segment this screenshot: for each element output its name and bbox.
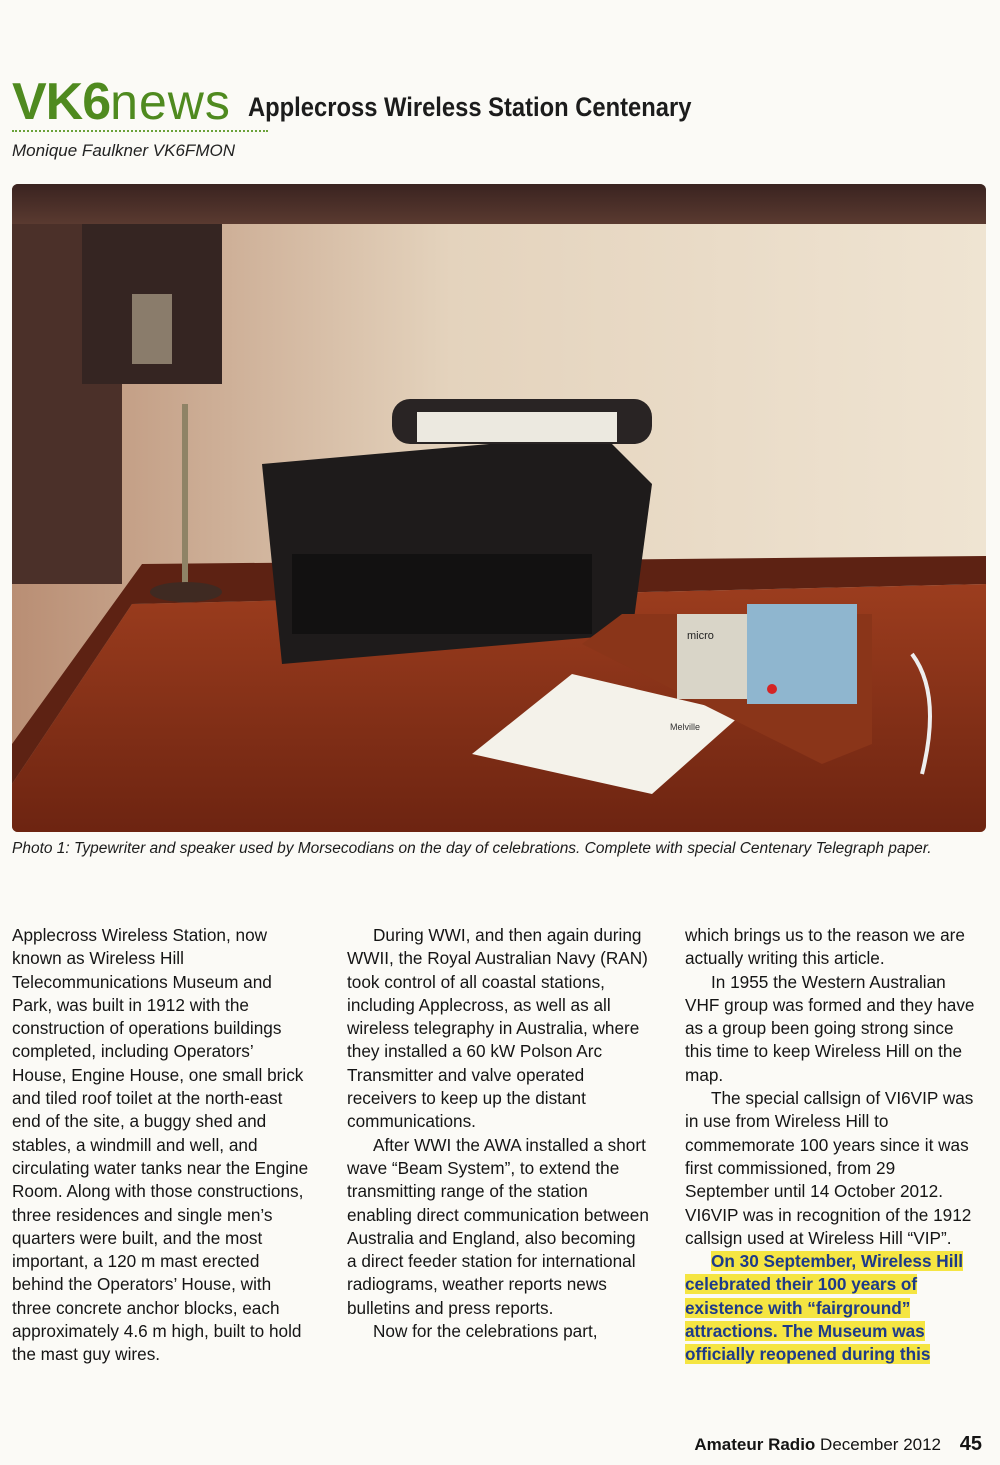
paper-stack-label: Melville [670, 722, 701, 732]
device-label: micro [687, 630, 714, 642]
article-paragraph: After WWI the AWA installed a short wave “Beam System”, to extend the transmitting range of the station enabling direct communication between Australia and England, also becoming a direct feeder station for international radiograms, weather reports news bulletins and press reports. [347, 1134, 649, 1318]
article-paragraph: The special callsign of VI6VIP was in use from Wireless Hill to commemorate 100 years since it was first commissioned, from 29 September until 14 October 2012. VI6VIP was in recognition of the 1912 callsign used at Wireless Hill “VIP”. [685, 1088, 974, 1248]
article-column-2 [347, 924, 649, 1343]
article-paragraph: During WWI, and then again during WWII, the Royal Australian Navy (RAN) took control of all coastal stations, including Applecross, as well as all wireless telegraphy in Australia, where they installed a 60 kW Polson Arc Transmitter and valve operated receivers to keep up the distant communications. [347, 925, 648, 1132]
page-number: 45 [959, 1433, 982, 1455]
article-paragraph: Now for the celebrations part, [373, 1321, 598, 1342]
article-paragraph: In 1955 the Western Australian VHF group was formed and they have as a group been going strong since this time to keep Wireless Hill on the map. [685, 971, 975, 1085]
author-byline: Monique Faulkner VK6FMON [12, 141, 235, 160]
logo-news: news [110, 74, 231, 130]
photo-illustration [12, 184, 986, 832]
article-column-3 [685, 924, 977, 1367]
article-column-1 [12, 924, 312, 1367]
magazine-name: Amateur Radio [694, 1435, 816, 1454]
article-title: Applecross Wireless Station Centenary [248, 92, 692, 122]
header-divider [12, 130, 268, 132]
logo-vk6: VK6 [12, 73, 111, 131]
article-photo [12, 184, 986, 832]
header [12, 72, 972, 132]
photo-caption: Photo 1: Typewriter and speaker used by Morsecodians on the day of celebrations. Complete with special Centenary Telegraph paper. [12, 840, 932, 857]
article-paragraph: Applecross Wireless Station, now known as Wireless Hill Telecommunications Museum and Park, was built in 1912 with the construction of operations buildings completed, including Operators’ House, Engine House, one small brick and tiled roof toilet at the north-east end of the site, a buggy shed and stables, a windmill and well, and circulating water tanks near the Engine Room. Along with those constructions, three residences and single men’s quarters were built, and the most important, a 120 m mast erected behind the Operators’ House, with three concrete anchor blocks, each approximately 4.6 m high, built to hold the mast guy wires. [12, 925, 309, 1365]
highlighted-text: On 30 September, Wireless Hill celebrated their 100 years of existence with “fairground” attractions. The Museum was officially reopened during this [685, 1251, 964, 1365]
article-paragraph: which brings us to the reason we are actually writing this article. [685, 925, 965, 969]
issue-date: December 2012 [820, 1435, 942, 1454]
highlighted-paragraph [685, 1250, 977, 1366]
page-footer [694, 1433, 982, 1456]
section-logo [12, 72, 231, 132]
